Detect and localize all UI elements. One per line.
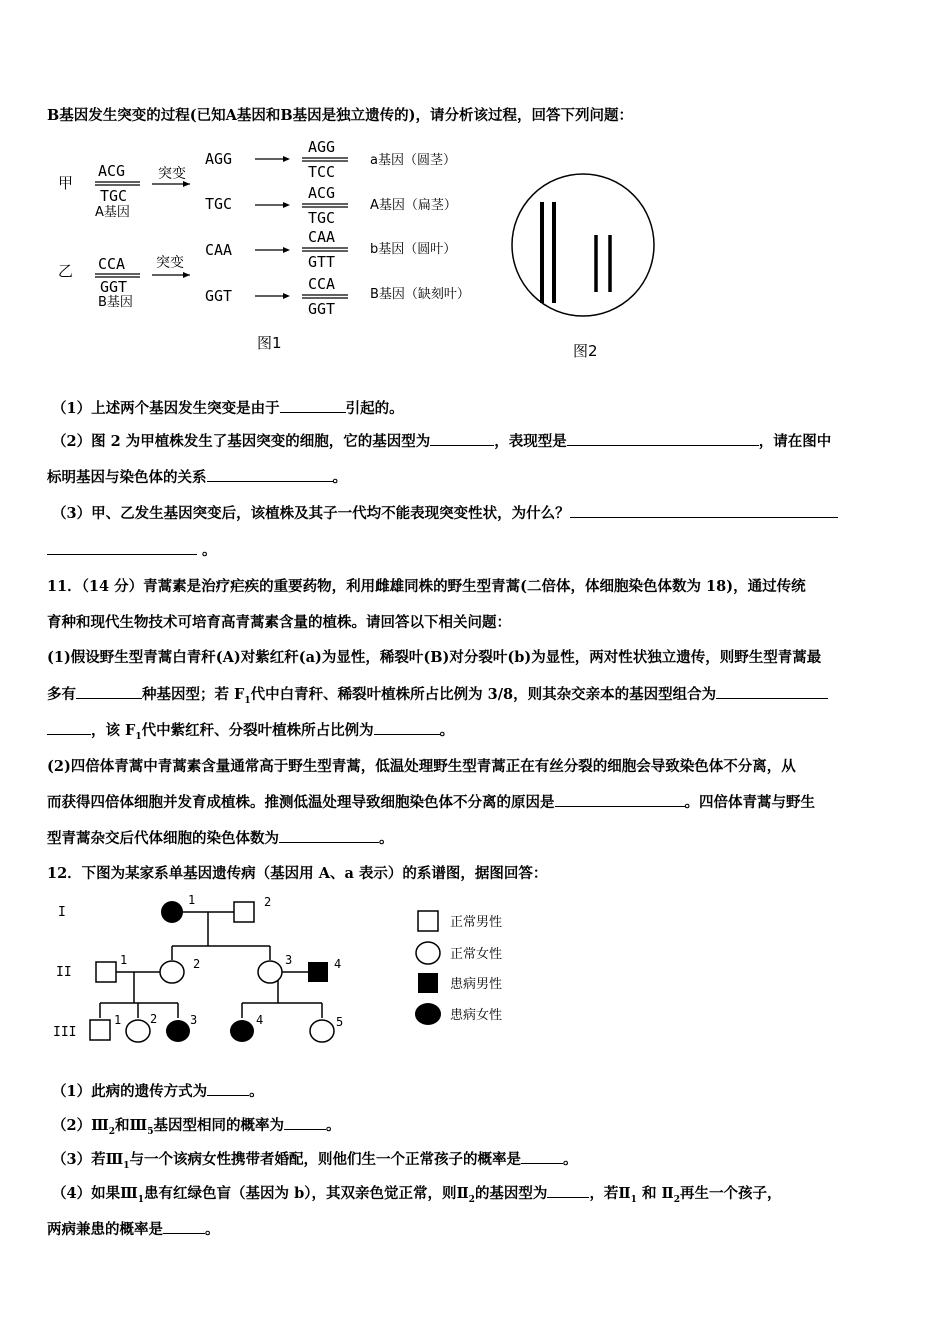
jia-top: ACG <box>98 162 126 180</box>
intro-text: B基因发生突变的过程(已知A基因和B基因是独立遗传的)，请分析该过程，回答下列问题： <box>47 107 633 124</box>
q12-part4-cont: 两病兼患的概率是 。 <box>47 1221 220 1238</box>
jia-bottom: TGC <box>100 187 128 205</box>
jia-r1-bottom: TCC <box>308 163 336 181</box>
num-II4: 4 <box>334 957 342 971</box>
pedigree-III3-affected-female <box>166 1020 190 1042</box>
q11-line3: (1)假设野生型青蒿白青秆(A)对紫红秆(a)为显性，稀裂叶(B)对分裂叶(b)为显性，两对性状独立遗传，则野生型青蒿最 <box>47 649 822 666</box>
q10-blank-phenotype[interactable] <box>567 431 759 446</box>
pedigree-III1-normal-male <box>90 1020 110 1040</box>
num-II2: 2 <box>193 957 201 971</box>
jia-label: 甲 <box>58 174 74 192</box>
q11-line1: 11．（14 分）青蒿素是治疗疟疾的重要药物，利用雌雄同株的野生型青蒿(二倍体，体细胞染色体数为 18)，通过传统 <box>47 578 806 595</box>
legend-normal-female: 正常女性 <box>450 947 503 962</box>
legend-affected-female-icon <box>415 1003 441 1025</box>
num-III2: 2 <box>150 1012 158 1026</box>
fig2-caption: 图2 <box>573 342 598 360</box>
gen-label-1: I <box>58 905 66 920</box>
yi-r2-top: CCA <box>308 275 336 293</box>
legend-affected-female: 患病女性 <box>450 1008 503 1023</box>
legend-affected-male: 患病男性 <box>450 977 503 992</box>
q11-line6: (2)四倍体青蒿中青蒿素含量通常高于野生型青蒿，低温处理野生型青蒿正在有丝分裂的细胞会导致染色体不分离，从 <box>47 758 796 775</box>
cell-circle <box>512 174 654 316</box>
q11-blank-parents[interactable] <box>716 684 828 699</box>
yi-bottom: GGT <box>100 278 128 296</box>
q10-blank-reason-cont[interactable] <box>47 540 197 555</box>
q12-blank-both-diseases[interactable] <box>163 1219 205 1234</box>
legend-normal-female-icon <box>416 942 440 964</box>
yi-r2-bottom: GGT <box>308 300 336 318</box>
pedigree-II4-affected-male <box>308 962 328 982</box>
jia-r1-label: a基因（圆茎） <box>370 153 456 168</box>
q11-blank-count[interactable] <box>76 684 142 699</box>
q11-blank-cause[interactable] <box>555 792 685 807</box>
q11-line2: 育种和现代生物技术可培育高青蒿素含量的植株。请回答以下相关问题： <box>47 614 511 631</box>
jia-r2-top: ACG <box>308 184 336 202</box>
q10-blank-reason[interactable] <box>570 503 838 518</box>
q12-part2: $(2)Ⅲ_2$和$Ⅲ_5$基因型相同的概率为 。 <box>52 1117 341 1137</box>
q11-blank-chromosomes[interactable] <box>279 828 379 843</box>
legend-normal-male-icon <box>418 911 438 931</box>
num-II3: 3 <box>285 953 293 967</box>
num-II1: 1 <box>120 953 128 967</box>
yi-r1-bottom: GTT <box>308 253 336 271</box>
q10-part3-cont: 。 <box>47 539 217 560</box>
legend-normal-male: 正常男性 <box>450 915 503 930</box>
pedigree-chart <box>40 890 540 1060</box>
q10-part3: （3）甲、乙发生基因突变后，该植株及其子一代均不能表现突变性状，为什么？ <box>52 502 838 523</box>
q10-part1: （1）上述两个基因发生突变是由于 引起的。 <box>52 400 404 417</box>
q12-part3: （3）若$Ⅲ_1$与一个该病女性携带者婚配，则他们生一个正常孩子的概率是 。 <box>52 1151 578 1171</box>
yi-label: 乙 <box>58 262 74 280</box>
jia-r2-label: A基因（扁茎） <box>370 198 457 213</box>
q10-blank-relation[interactable] <box>207 467 333 482</box>
yi-m2: GGT <box>205 287 233 305</box>
yi-gene: B基因 <box>98 295 133 310</box>
yi-mutation: 突变 <box>156 255 184 271</box>
yi-r1-top: CAA <box>308 228 336 246</box>
gen-label-3: III <box>53 1025 77 1040</box>
num-III4: 4 <box>256 1013 264 1027</box>
q10-blank-genotype[interactable] <box>430 431 494 446</box>
jia-mutation: 突变 <box>158 166 186 182</box>
legend-affected-male-icon <box>418 973 438 993</box>
jia-m2: TGC <box>205 195 233 213</box>
gen-label-2: II <box>56 965 72 980</box>
q12-blank-probability[interactable] <box>284 1115 326 1130</box>
pedigree-II2-normal-female <box>160 961 184 983</box>
yi-r1-label: b基因（圆叶） <box>370 242 457 257</box>
pedigree-I1-affected-female <box>161 901 183 923</box>
pedigree-III4-affected-female <box>230 1020 254 1042</box>
num-III5: 5 <box>336 1015 344 1029</box>
q11-line4: 多有 种基因型；若 $F_1$代中白青秆、稀裂叶植株所占比例为 3/8，则其杂交亲本的基因型组合为 <box>47 683 828 706</box>
q11-line8: 型青蒿杂交后代体细胞的染色体数为 。 <box>47 830 394 847</box>
pedigree-III5-normal-female <box>310 1020 334 1042</box>
num-I2: 2 <box>264 895 272 909</box>
yi-m1: CAA <box>205 241 233 259</box>
pedigree-II1-normal-male <box>96 962 116 982</box>
q10-blank-1[interactable] <box>280 398 346 413</box>
yi-top: CCA <box>98 255 126 273</box>
jia-r2-bottom: TGC <box>308 209 336 227</box>
q10-part2: （2）图 2 为甲植株发生了基因突变的细胞，它的基因型为 ，表现型是 ，请在图中 <box>52 433 832 450</box>
q12-line1: 12．下图为某家系单基因遗传病（基因用 A、a 表示）的系谱图，据图回答： <box>47 865 548 882</box>
q12-blank-inheritance[interactable] <box>207 1081 249 1096</box>
pedigree-II3-normal-female <box>258 961 282 983</box>
jia-r1-top: AGG <box>308 138 336 156</box>
q11-line5: ，该 $F_1$代中紫红秆、分裂叶植株所占比例为 。 <box>47 719 454 742</box>
q11-blank-parents-cont[interactable] <box>47 720 91 735</box>
pedigree-I2-normal-male <box>234 902 254 922</box>
q12-part1: （1）此病的遗传方式为 。 <box>52 1083 264 1100</box>
figure-1 <box>40 132 510 362</box>
fig1-caption: 图1 <box>257 334 282 352</box>
num-III3: 3 <box>190 1013 198 1027</box>
jia-gene: A基因 <box>95 205 130 220</box>
num-I1: 1 <box>188 893 196 907</box>
pedigree-III2-normal-female <box>126 1020 150 1042</box>
figure-2 <box>505 165 665 365</box>
q11-blank-ratio[interactable] <box>374 720 440 735</box>
q10-part2-cont: 标明基因与染色体的关系 。 <box>47 469 347 486</box>
jia-m1: AGG <box>205 150 233 168</box>
q11-line7: 而获得四倍体细胞并发育成植株。推测低温处理导致细胞染色体不分离的原因是 。四倍体青蒿与野生 <box>47 794 815 811</box>
num-III1: 1 <box>114 1013 122 1027</box>
q12-blank-genotype[interactable] <box>547 1183 589 1198</box>
q12-part4: （4）如果$Ⅲ_1$患有红绿色盲（基因为 b），其双亲色觉正常，则$Ⅱ_2$的基因型为 ，若$Ⅱ_1$ 和 $Ⅱ_2$再生一个孩子， <box>52 1185 782 1205</box>
q12-blank-normal-child[interactable] <box>521 1149 563 1164</box>
yi-r2-label: B基因（缺刻叶） <box>370 287 470 302</box>
